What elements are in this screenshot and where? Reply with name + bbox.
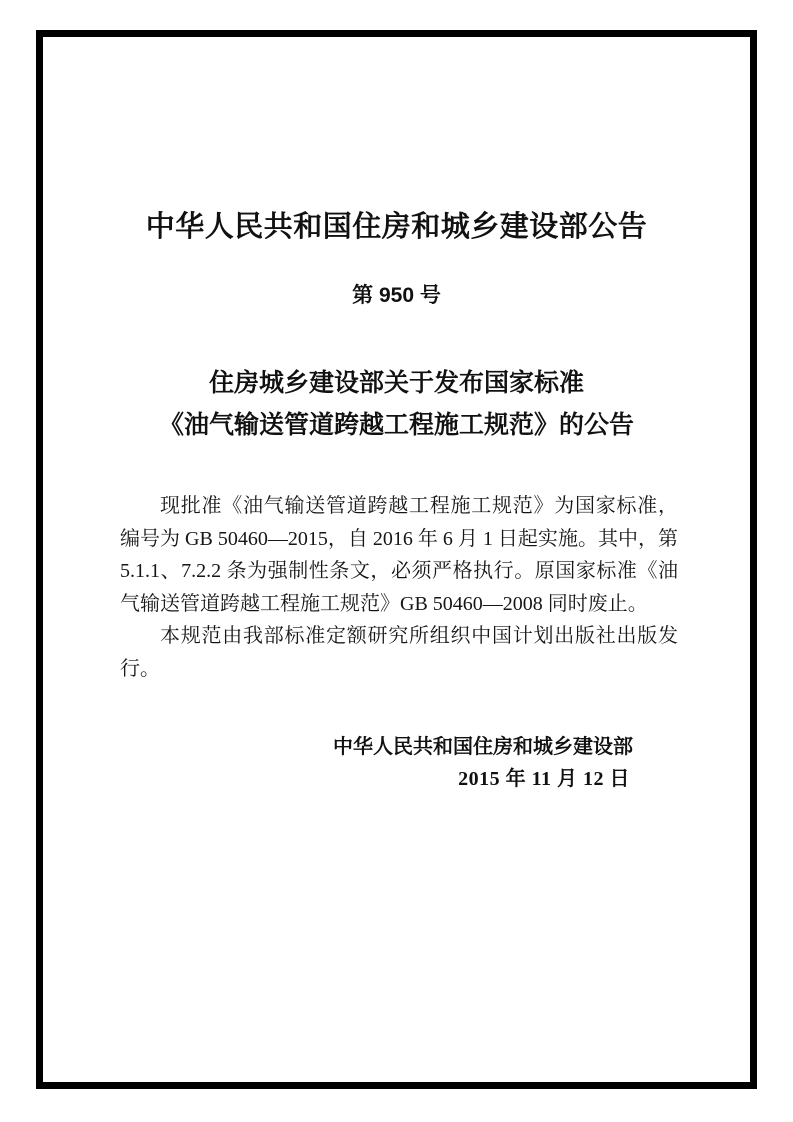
body-paragraph-publishing: 本规范由我部标准定额研究所组织中国计划出版社出版发行。 — [120, 625, 678, 680]
notice-title-line1: 住房城乡建设部关于发布国家标准 — [208, 370, 584, 397]
notice-title-line2: 《油气输送管道跨越工程施工规范》的公告 — [158, 412, 634, 439]
ministry-announcement-title: 中华人民共和国住房和城乡建设部公告 — [145, 211, 648, 243]
notice-title — [0, 363, 793, 447]
issue-date: 2015 年 11 月 12 日 — [458, 768, 630, 790]
issuer-signature: 中华人民共和国住房和城乡建设部 — [333, 736, 633, 758]
announcement-number: 第 950 号 — [352, 284, 441, 307]
body-paragraph-approval: 现批准《油气输送管道跨越工程施工规范》为国家标准，编号为 GB 50460—2015，自 2016 年 6 月 1 日起实施。其中，第 5.1.1、7.2.2 条为强制性条文，必须严格执行。原国家标准《油气输送管道跨越工程施工规范》GB 50460—2008 同时废止。 — [120, 495, 678, 615]
announcement-body — [120, 490, 678, 686]
